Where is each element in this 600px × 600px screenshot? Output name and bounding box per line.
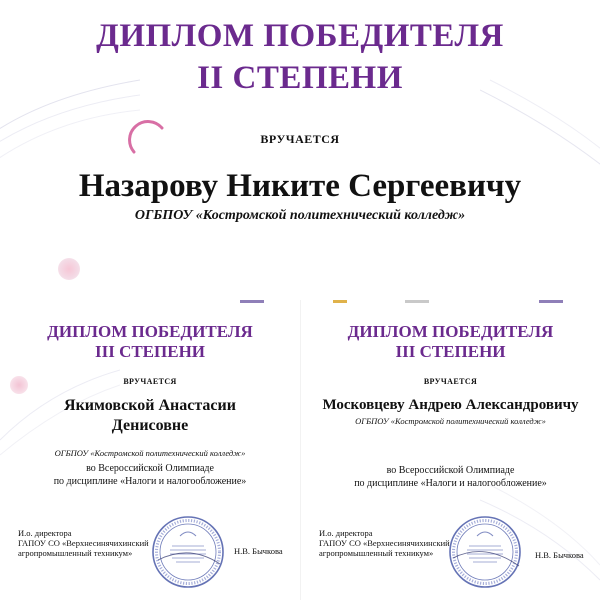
right-diploma [300,300,600,600]
decorative-tape [240,300,264,303]
awarded-label: ВРУЧАЕТСЯ [423,377,478,386]
event-line1: во Всероссийской Олимпиаде [386,465,515,476]
organization-name: ОГБПОУ «Костромской политехнический колледж» [355,416,546,426]
recipient-name: Московцеву Андрею Александровичу [322,397,579,413]
seal-stamp [150,514,226,590]
diploma-title-line1: ДИПЛОМ ПОБЕДИТЕЛЯ [347,322,554,341]
awarded-label: ВРУЧАЕТСЯ [123,377,177,386]
decorative-tape [539,300,563,303]
decorative-circle [58,258,80,280]
diploma-title-line1: ДИПЛОМ ПОБЕДИТЕЛЯ [96,18,504,54]
recipient-name-line2: Денисовне [111,417,189,434]
signer-org-line2: агропромышленный техникум» [319,548,434,558]
signer-title: И.о. директора [319,528,373,538]
awarded-label: ВРУЧАЕТСЯ [260,132,340,146]
signer-org-line1: ГАПОУ СО «Верхнесинячихинский [18,538,149,548]
organization-name: ОГБПОУ «Костромской политехнический колледж» [54,448,246,458]
signer-org-line1: ГАПОУ СО «Верхнесинячихинский [319,538,450,548]
event-line2: по дисциплине «Налоги и налогообложение» [354,478,547,489]
diploma-title-line1: ДИПЛОМ ПОБЕДИТЕЛЯ [47,322,253,341]
seal-stamp [447,514,523,590]
diploma-title-line2: III СТЕПЕНИ [395,342,506,361]
decorative-tape [405,300,429,303]
decorative-tape [333,300,347,303]
signer-org-line2: агропромышленный техникум» [18,548,133,558]
recipient-name-line1: Якимовской Анастасии [64,397,236,414]
signer-title: И.о. директора [18,528,72,538]
diploma-title-line2: II СТЕПЕНИ [197,60,403,96]
organization-name: ОГБПОУ «Костромской политехнический колледж» [134,208,466,223]
event-line1: во Всероссийской Олимпиаде [86,463,214,474]
signer-name: Н.В. Бычкова [535,550,584,560]
event-line2: по дисциплине «Налоги и налогообложение» [53,476,247,487]
signer-block [319,528,450,558]
signer-name: Н.В. Бычкова [234,546,283,556]
left-diploma [0,300,300,600]
signer-block [18,528,149,558]
recipient-name: Назарову Никите Сергеевичу [78,168,522,204]
diploma-title-line2: III СТЕПЕНИ [94,342,206,361]
